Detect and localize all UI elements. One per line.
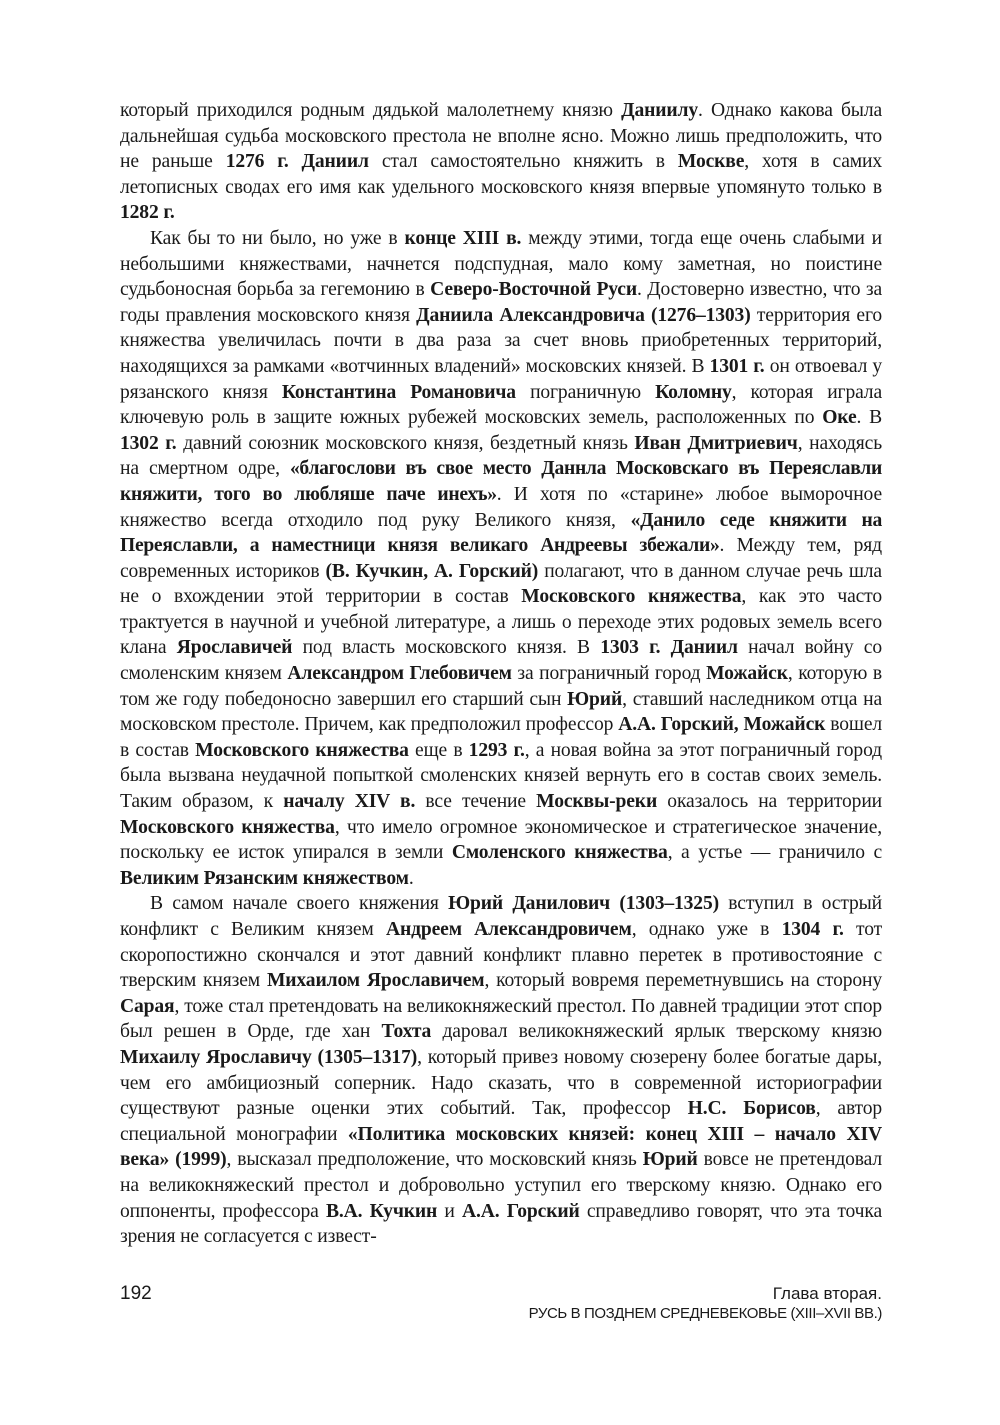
text-run: еще в bbox=[408, 739, 469, 761]
text-run: , хотя в самих летописных сводах его имя как удельного московского князя впервые упомянуто только в bbox=[120, 151, 883, 198]
text-run: тот скоропостижно скончался и этот давний конфликт плавно перетек в противостояние с тверским князем bbox=[120, 919, 882, 992]
bold-term: Даниилу bbox=[621, 100, 699, 121]
text-run: . Между тем, ряд современных историков bbox=[120, 535, 882, 582]
bold-term: Тохта bbox=[381, 1021, 432, 1043]
bold-term: 1302 г. bbox=[120, 432, 177, 454]
bold-term: В.А. Кучкин bbox=[325, 1200, 438, 1222]
bold-term: А.А. Горский bbox=[461, 1200, 580, 1222]
text-run: . Достоверно известно, что за годы правления московского князя bbox=[120, 279, 883, 326]
text-run: даровал великокняжеский ярлык тверскому князю bbox=[431, 1021, 882, 1043]
bold-term: Даниила Александровича (1276–1303) bbox=[416, 304, 751, 326]
bold-term: Московского княжества bbox=[521, 586, 742, 608]
bold-term: 1301 г. bbox=[709, 355, 765, 377]
bold-term: Н.С. Борисов bbox=[687, 1098, 816, 1120]
text-run: , находясь на смертном одре, bbox=[120, 432, 882, 480]
text-run: . В bbox=[856, 407, 882, 429]
text-run: , который привез новому сюзерену более богатые дары, чем его амбициозный соперник. Надо сказать, что в современной историографии существуют разные оценки этих событий. Так, профессор bbox=[120, 1046, 882, 1120]
chapter-label: Глава вторая. bbox=[772, 1284, 882, 1303]
bold-term: Коломну bbox=[655, 381, 732, 403]
text-run: начал войну со смоленским князем bbox=[120, 637, 882, 685]
bold-term: Московского княжества bbox=[195, 739, 409, 761]
bold-term: 1282 г. bbox=[120, 202, 175, 224]
text-run: , которую в том же году победоносно завершил его старший сын bbox=[120, 663, 882, 710]
text-run: вошел в состав bbox=[120, 714, 883, 761]
bold-term: Михаилу Ярославичу (1305–1317) bbox=[120, 1046, 418, 1068]
text-run: оказалось на территории bbox=[657, 791, 883, 813]
text-run: под власть московского князя. В bbox=[292, 637, 601, 659]
bold-term: 1276 г. Даниил bbox=[225, 151, 369, 173]
bold-term: Ярославичей bbox=[176, 637, 293, 659]
bold-term: 1303 г. Даниил bbox=[600, 637, 738, 659]
bold-term: конце XIII в. bbox=[404, 227, 522, 249]
bold-term: Смоленского княжества bbox=[451, 842, 668, 864]
text-run: все течение bbox=[415, 791, 537, 813]
bold-term: 1293 г. bbox=[468, 739, 525, 761]
text-run: , тоже стал претендовать на великокняжеский престол. По давней традиции этот спор был решен в Орде, где хан bbox=[120, 995, 882, 1043]
bold-term: Москвы-реки bbox=[536, 791, 658, 813]
bold-term: Константина Романовича bbox=[281, 381, 516, 403]
text-run: за пограничный город bbox=[511, 663, 707, 685]
bold-term: Андреем Александровичем bbox=[385, 919, 632, 940]
page-number: 192 bbox=[120, 1283, 152, 1304]
paragraph bbox=[120, 226, 882, 891]
text-run: , автор специальной монографии bbox=[120, 1098, 883, 1145]
bold-term: 1304 г. bbox=[781, 919, 844, 940]
old-slavonic-quote: «благослови въ свое место Даннла Московскаго въ Переяславли княжити, того во любляше паче инехъ» bbox=[120, 458, 882, 505]
text-run: . И хотя по «старине» любое выморочное княжество всегда отходило под руку Великого князя, bbox=[120, 483, 882, 531]
text-run: который приходился родным дядькой малолетнему князю bbox=[120, 100, 622, 121]
text-run: и bbox=[437, 1200, 462, 1222]
text-run: , которая играла ключевую роль в защите южных рубежей московских земель, расположенных по bbox=[120, 381, 882, 429]
page-body bbox=[120, 98, 882, 1250]
text-run: вступил в острый конфликт с Великим князем bbox=[120, 893, 883, 940]
text-run: , как это часто трактуется в научной и учебной литературе, а лишь о переходе этих родовых земель всего клана bbox=[120, 586, 882, 659]
bold-term: Иван Дмитриевич bbox=[634, 432, 798, 454]
chapter-title: РУСЬ В ПОЗДНЕМ СРЕДНЕВЕКОВЬЕ (XIII–XVII ВВ.) bbox=[528, 1305, 882, 1322]
bold-term: Александром Глебовичем bbox=[287, 663, 512, 685]
text-run: , что имело огромное экономическое и стратегическое значение, поскольку ее исток упирался в земли bbox=[120, 816, 882, 864]
text-run: стал самостоятельно княжить в bbox=[368, 151, 678, 173]
bold-term: Оке bbox=[822, 407, 857, 429]
text-run: вовсе не претендовал на великокняжеский престол и добровольно уступил его тверскому князю. Однако его оппоненты, профессора bbox=[120, 1149, 882, 1222]
bold-term: началу XIV в. bbox=[283, 791, 416, 813]
bold-term: «Политика московских князей: конец XIII – начало XIV века» (1999) bbox=[120, 1123, 883, 1171]
paragraph bbox=[120, 98, 882, 226]
text-run: , высказал предположение, что московский князь bbox=[226, 1149, 643, 1171]
text-run: , а устье — граничило с bbox=[667, 842, 882, 864]
text-run: он отвоевал у рязанского князя bbox=[120, 355, 882, 403]
text-run: . Однако какова была дальнейшая судьба московского престола не вполне ясно. Можно лишь предположить, что не раньше bbox=[120, 100, 882, 173]
text-run: территория его княжества увеличилась почти в два раза за счет вновь приобретенных территорий, находящихся за рамками «вотчинных владений» московских князей. В bbox=[120, 304, 883, 377]
bold-term: Сарая bbox=[120, 995, 175, 1017]
bold-term: Московского княжества bbox=[120, 816, 335, 838]
text-run: В самом начале своего княжения bbox=[150, 893, 449, 915]
text-run: . bbox=[408, 867, 414, 889]
bold-term: А.А. Горский, Можайск bbox=[618, 714, 826, 736]
text-run: , а новая война за этот пограничный город была вызвана неудачной попыткой смоленских князей вернуть его в состав своих земель. Таким образом, к bbox=[120, 739, 882, 813]
bold-term: Великим Рязанским княжеством bbox=[120, 867, 409, 889]
text-run: полагают, что в данном случае речь шла не о вхождении этой территории в состав bbox=[120, 560, 882, 608]
text-run: Как бы то ни было, но уже в bbox=[150, 227, 405, 249]
bold-term: Юрий Данилович (1303–1325) bbox=[448, 893, 719, 915]
bold-term: Юрий bbox=[567, 688, 623, 710]
old-slavonic-quote: «Данило седе княжити на Переяславли, а наместници князя великаго Андреевы збежали» bbox=[120, 509, 882, 557]
running-header bbox=[529, 1283, 882, 1323]
text-run: справедливо говорят, что эта точка зрения не согласуется с извест- bbox=[120, 1200, 882, 1248]
paragraph bbox=[120, 891, 882, 1249]
text-run: пограничную bbox=[515, 381, 656, 403]
bold-term: Юрий bbox=[642, 1149, 698, 1171]
bold-term: Михаилом Ярославичем bbox=[266, 970, 485, 992]
bold-term: (В. Кучкин, А. Горский) bbox=[325, 560, 539, 582]
bold-term: Москве bbox=[677, 151, 745, 173]
text-run: , однако уже в bbox=[631, 919, 782, 940]
text-run: между этими, тогда еще очень слабыми и небольшими княжествами, начнется подспудная, мало кому заметная, но поистине судьбоносная борьба за гегемонию в bbox=[120, 227, 882, 301]
text-run: давний союзник московского князя, бездетный князь bbox=[176, 432, 635, 454]
text-run: , ставший наследником отца на московском престоле. Причем, как предположил профессор bbox=[120, 688, 883, 736]
text-run: , который вовремя переметнувшись на сторону bbox=[484, 970, 883, 992]
bold-term: Северо-Восточной Руси bbox=[430, 279, 637, 301]
bold-term: Можайск bbox=[706, 663, 788, 685]
